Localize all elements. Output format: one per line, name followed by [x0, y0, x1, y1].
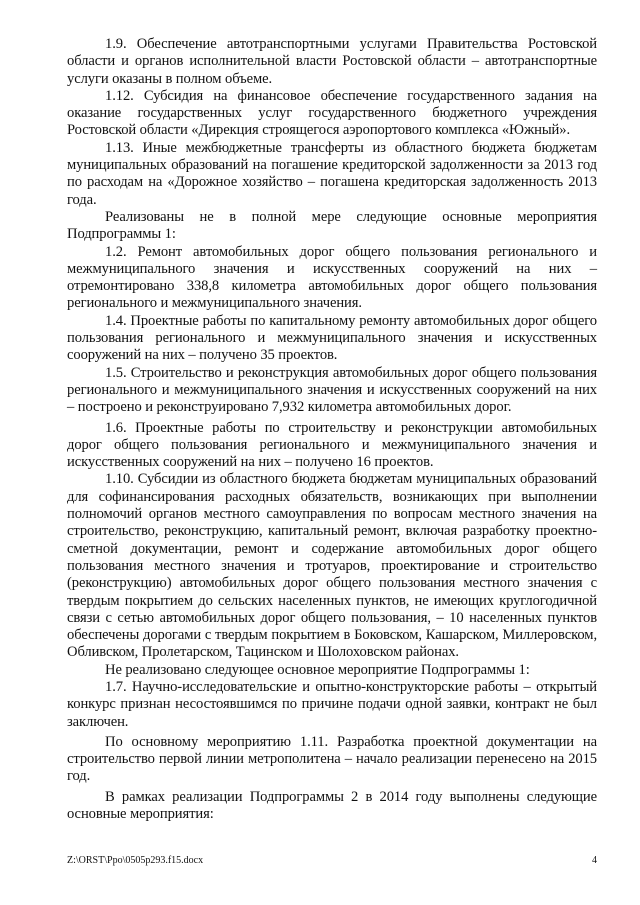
file-path: Z:\ORST\Ppo\0505p293.f15.docx — [67, 855, 204, 866]
paragraph-1-12: 1.12. Субсидия на финансовое обеспечение государственного задания на оказание государственных услуг государственного бюджетного учреждения Ростовской области «Дирекция строящегося аэропортового комплекса «Южный». — [67, 87, 597, 139]
paragraph-1-4: 1.4. Проектные работы по капитальному ремонту автомобильных дорог общего пользования регионального и межмуниципального значения и искусственных сооружений на них – получено 35 проектов. — [67, 312, 597, 364]
paragraph-1-6: 1.6. Проектные работы по строительству и реконструкции автомобильных дорог общего пользования регионального и межмуниципального значения и искусственных сооружений на них – получено 16 проектов. — [67, 419, 597, 471]
paragraph-not-implemented-heading: Не реализовано следующее основное мероприятие Подпрограммы 1: — [105, 661, 530, 678]
paragraph-1-10: 1.10. Субсидии из областного бюджета бюджетам муниципальных образований для софинансирования расходных обязательств, возникающих при выполнении полномочий органов местного самоуправления по вопросам местного значения на строительство, реконструкцию, капитальный ремонт, включая разработку проектно-сметной документации, ремонт и содержание автомобильных дорог общего пользования местного значения и тротуаров, проектирование и строительство (реконструкцию) автомобильных дорог общего пользования местного значения с твердым покрытием до сельских населенных пунктов, не имеющих круглогодичной связи с сетью автомобильных дорог общего пользования, – 10 населенных пунктов обеспечены дорогами с твердым покрытием в Боковском, Кашарском, Миллеровском, Обливском, Пролетарском, Тацинском и Шолоховском районах. — [67, 471, 597, 661]
page-number: 4 — [592, 855, 597, 866]
paragraph-1-11: По основному мероприятию 1.11. Разработка проектной документации на строительство первой линии метрополитена – начало реализации перенесено на 2015 год. — [67, 733, 597, 785]
document-body — [67, 36, 597, 823]
paragraph-1-7: 1.7. Научно-исследовательские и опытно-конструкторские работы – открытый конкурс признан несостоявшимся по причине подачи одной заявки, контракт не был заключен. — [67, 678, 597, 730]
paragraph-subprogram-2: В рамках реализации Подпрограммы 2 в 2014 году выполнены следующие основные мероприятия: — [67, 788, 597, 823]
paragraph-1-2: 1.2. Ремонт автомобильных дорог общего пользования регионального и межмуниципального значения и искусственных сооружений на них – отремонтировано 338,8 километра автомобильных дорог общего пользования регионального и межмуниципального значения. — [67, 243, 597, 312]
paragraph-partial-heading: Реализованы не в полной мере следующие основные мероприятия Подпрограммы 1: — [67, 208, 597, 243]
paragraph-1-13: 1.13. Иные межбюджетные трансферты из областного бюджета бюджетам муниципальных образований на погашение кредиторской задолженности за 2013 год по расходам на «Дорожное хозяйство – погашена кредиторская задолженность 2013 года. — [67, 139, 597, 208]
paragraph-1-9: 1.9. Обеспечение автотранспортными услугами Правительства Ростовской области и органов исполнительной власти Ростовской области – автотранспортные услуги оказаны в полном объеме. — [67, 36, 597, 87]
paragraph-1-5: 1.5. Строительство и реконструкция автомобильных дорог общего пользования регионального и межмуниципального значения и искусственных сооружений на них – построено и реконструировано 7,932 километра автомобильных дорог. — [67, 364, 597, 416]
